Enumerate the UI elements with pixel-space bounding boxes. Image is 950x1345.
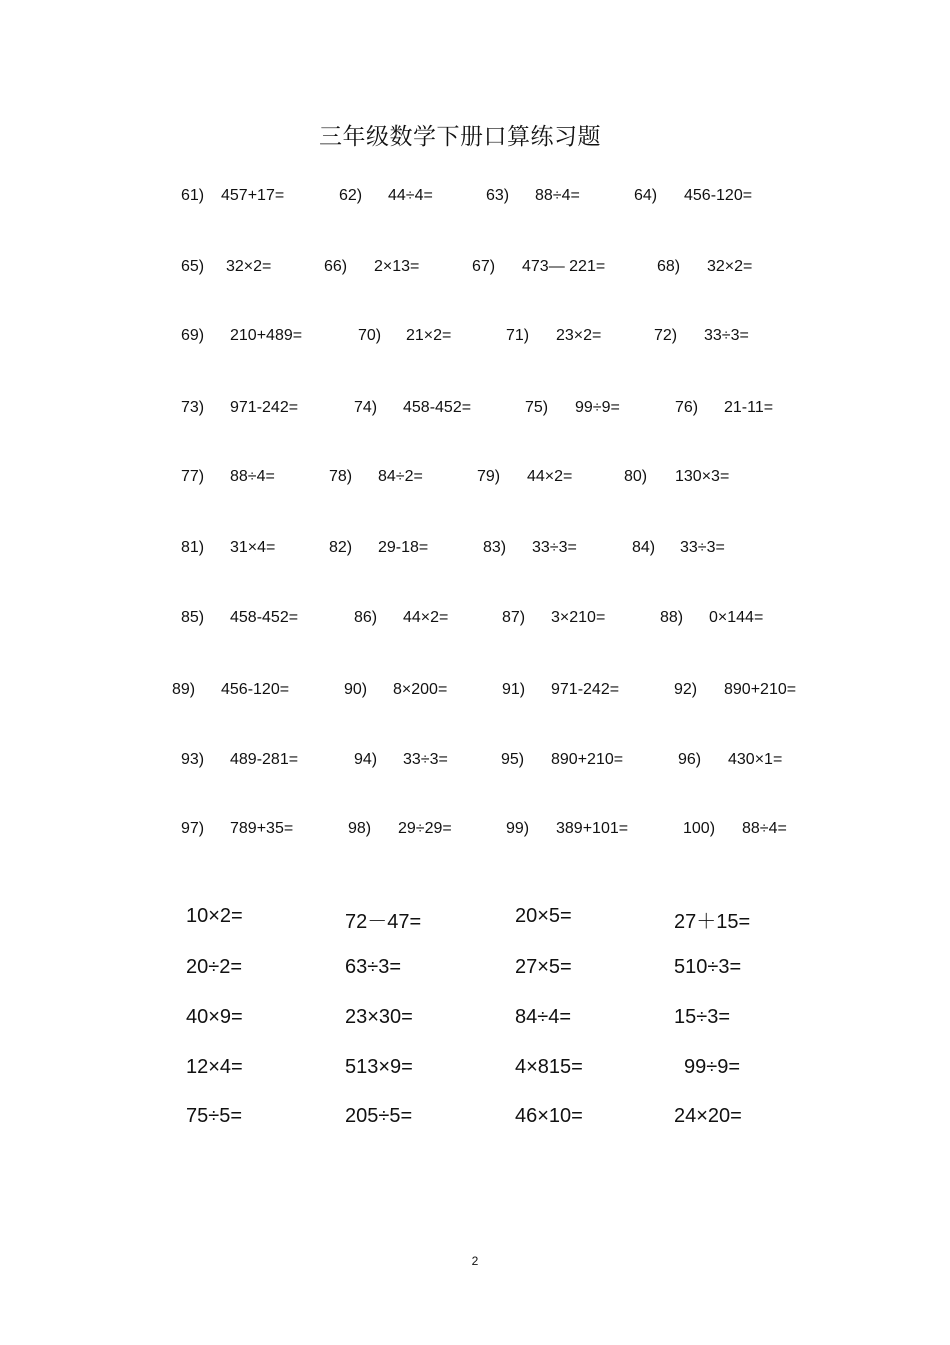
problem-number: 66) bbox=[324, 258, 348, 275]
problem-number: 69) bbox=[181, 327, 205, 344]
problem-number: 98) bbox=[348, 820, 372, 837]
problem-item bbox=[344, 681, 447, 699]
grid-row bbox=[0, 956, 950, 984]
problem-row bbox=[0, 820, 950, 844]
problem-expression: 88÷4= bbox=[535, 187, 580, 204]
problem-item bbox=[181, 609, 298, 627]
problem-item bbox=[675, 399, 773, 417]
problem-expression: 88÷4= bbox=[230, 468, 275, 485]
grid-row bbox=[0, 1056, 950, 1084]
problem-expression: 890+210= bbox=[551, 751, 624, 768]
problem-expression: 457+17= bbox=[221, 187, 285, 204]
grid-problem: 10×2= bbox=[186, 905, 243, 927]
problem-number: 96) bbox=[678, 751, 702, 768]
problem-expression: 389+101= bbox=[556, 820, 629, 837]
problem-item bbox=[181, 187, 284, 205]
problem-number: 61) bbox=[181, 187, 205, 204]
problem-expression: 33÷3= bbox=[680, 539, 725, 556]
problem-number: 63) bbox=[486, 187, 510, 204]
problem-number: 68) bbox=[657, 258, 681, 275]
grid-row bbox=[0, 1105, 950, 1133]
problem-expression: 44÷4= bbox=[388, 187, 433, 204]
problem-expression: 29÷29= bbox=[398, 820, 452, 837]
grid-problem: 27＋15= bbox=[674, 911, 751, 933]
problem-item bbox=[329, 539, 428, 557]
problem-expression: 2×13= bbox=[374, 258, 420, 275]
problem-item bbox=[657, 258, 752, 276]
problem-expression: 0×144= bbox=[709, 609, 764, 626]
problem-row bbox=[0, 258, 950, 282]
problem-expression: 88÷4= bbox=[742, 820, 787, 837]
problem-number: 85) bbox=[181, 609, 205, 626]
problem-number: 86) bbox=[354, 609, 378, 626]
problem-item bbox=[654, 327, 749, 345]
problem-row bbox=[0, 399, 950, 423]
grid-problem: 99÷9= bbox=[684, 1056, 741, 1078]
problem-number: 91) bbox=[502, 681, 526, 698]
problem-expression: 210+489= bbox=[230, 327, 303, 344]
problem-item bbox=[502, 681, 619, 699]
problem-row bbox=[0, 751, 950, 775]
problem-number: 88) bbox=[660, 609, 684, 626]
problem-number: 84) bbox=[632, 539, 656, 556]
problem-expression: 789+35= bbox=[230, 820, 294, 837]
problem-expression: 33÷3= bbox=[704, 327, 749, 344]
problem-number: 80) bbox=[624, 468, 648, 485]
problem-number: 79) bbox=[477, 468, 501, 485]
problem-item bbox=[525, 399, 620, 417]
problem-expression: 456-120= bbox=[221, 681, 290, 698]
problem-row bbox=[0, 327, 950, 351]
grid-problem: 46×10= bbox=[515, 1105, 583, 1127]
problem-expression: 33÷3= bbox=[532, 539, 577, 556]
grid-problem: 27×5= bbox=[515, 956, 572, 978]
problem-item bbox=[354, 751, 448, 769]
problem-item bbox=[329, 468, 423, 486]
problem-expression: 456-120= bbox=[684, 187, 753, 204]
problem-number: 70) bbox=[358, 327, 382, 344]
problem-item bbox=[486, 187, 580, 205]
grid-problem: 12×4= bbox=[186, 1056, 243, 1078]
problem-number: 65) bbox=[181, 258, 205, 275]
problem-item bbox=[678, 751, 782, 769]
problem-number: 76) bbox=[675, 399, 699, 416]
problem-number: 78) bbox=[329, 468, 353, 485]
problem-number: 64) bbox=[634, 187, 658, 204]
problem-expression: 44×2= bbox=[403, 609, 449, 626]
problem-number: 73) bbox=[181, 399, 205, 416]
problem-item bbox=[472, 258, 605, 276]
problem-number: 90) bbox=[344, 681, 368, 698]
grid-problem: 205÷5= bbox=[345, 1105, 413, 1127]
problem-number: 92) bbox=[674, 681, 698, 698]
problem-expression: 458-452= bbox=[403, 399, 472, 416]
problem-item bbox=[632, 539, 725, 557]
problem-expression: 84÷2= bbox=[378, 468, 423, 485]
problem-item bbox=[181, 399, 298, 417]
problem-expression: 130×3= bbox=[675, 468, 730, 485]
problem-number: 71) bbox=[506, 327, 530, 344]
grid-problem: 4×815= bbox=[515, 1056, 583, 1078]
problem-item bbox=[181, 751, 298, 769]
grid-problem: 24×20= bbox=[674, 1105, 742, 1127]
problem-number: 89) bbox=[172, 681, 196, 698]
grid-problem: 63÷3= bbox=[345, 956, 402, 978]
problem-expression: 890+210= bbox=[724, 681, 797, 698]
problem-item bbox=[324, 258, 419, 276]
problem-item bbox=[624, 468, 729, 486]
grid-problem: 20÷2= bbox=[186, 956, 243, 978]
grid-problem: 15÷3= bbox=[674, 1006, 731, 1028]
grid-problem: 510÷3= bbox=[674, 956, 742, 978]
problem-item bbox=[358, 327, 451, 345]
grid-row bbox=[0, 905, 950, 933]
problem-expression: 99÷9= bbox=[575, 399, 620, 416]
problem-expression: 3×210= bbox=[551, 609, 606, 626]
grid-problem: 513×9= bbox=[345, 1056, 413, 1078]
problem-number: 94) bbox=[354, 751, 378, 768]
problem-number: 83) bbox=[483, 539, 507, 556]
problem-expression: 29-18= bbox=[378, 539, 429, 556]
grid-problem: 23×30= bbox=[345, 1006, 413, 1028]
problem-number: 67) bbox=[472, 258, 496, 275]
problem-number: 77) bbox=[181, 468, 205, 485]
grid-problem: 84÷4= bbox=[515, 1006, 572, 1028]
page-title: 三年级数学下册口算练习题 bbox=[319, 124, 601, 150]
grid-row bbox=[0, 1006, 950, 1034]
problem-expression: 8×200= bbox=[393, 681, 448, 698]
problem-item bbox=[506, 327, 601, 345]
problem-number: 62) bbox=[339, 187, 363, 204]
grid-problem: 72－47= bbox=[345, 911, 422, 933]
problem-expression: 430×1= bbox=[728, 751, 783, 768]
problem-item bbox=[354, 399, 471, 417]
problem-number: 72) bbox=[654, 327, 678, 344]
problem-number: 81) bbox=[181, 539, 205, 556]
problem-number: 100) bbox=[683, 820, 716, 837]
problem-item bbox=[348, 820, 452, 838]
problem-expression: 31×4= bbox=[230, 539, 276, 556]
problem-expression: 33÷3= bbox=[403, 751, 448, 768]
problem-number: 74) bbox=[354, 399, 378, 416]
problem-number: 95) bbox=[501, 751, 525, 768]
problem-item bbox=[502, 609, 605, 627]
problem-item bbox=[683, 820, 787, 838]
problem-item bbox=[506, 820, 628, 838]
problem-number: 82) bbox=[329, 539, 353, 556]
problem-item bbox=[674, 681, 796, 699]
problem-expression: 971-242= bbox=[230, 399, 299, 416]
problem-number: 97) bbox=[181, 820, 205, 837]
problem-expression: 21×2= bbox=[406, 327, 452, 344]
problem-item bbox=[181, 327, 302, 345]
problem-item bbox=[339, 187, 433, 205]
problem-item bbox=[501, 751, 623, 769]
grid-problem: 40×9= bbox=[186, 1006, 243, 1028]
problem-expression: 458-452= bbox=[230, 609, 299, 626]
page-number: 2 bbox=[471, 1254, 479, 1268]
problem-item bbox=[483, 539, 577, 557]
problem-number: 87) bbox=[502, 609, 526, 626]
problem-row bbox=[0, 187, 950, 211]
grid-problem: 20×5= bbox=[515, 905, 572, 927]
problem-item bbox=[181, 820, 293, 838]
problem-row bbox=[0, 468, 950, 492]
problem-item bbox=[181, 468, 275, 486]
problem-row bbox=[0, 681, 950, 705]
problem-expression: 473— 221= bbox=[522, 258, 606, 275]
problem-number: 93) bbox=[181, 751, 205, 768]
problem-expression: 23×2= bbox=[556, 327, 602, 344]
problem-row bbox=[0, 609, 950, 633]
problem-expression: 32×2= bbox=[226, 258, 272, 275]
grid-problem: 75÷5= bbox=[186, 1105, 243, 1127]
problem-item bbox=[181, 539, 275, 557]
problem-number: 75) bbox=[525, 399, 549, 416]
problem-item bbox=[477, 468, 572, 486]
problem-expression: 44×2= bbox=[527, 468, 573, 485]
problem-number: 99) bbox=[506, 820, 530, 837]
problem-item bbox=[660, 609, 763, 627]
problem-expression: 971-242= bbox=[551, 681, 620, 698]
problem-row bbox=[0, 539, 950, 563]
problem-expression: 32×2= bbox=[707, 258, 753, 275]
problem-item bbox=[172, 681, 289, 699]
problem-item bbox=[634, 187, 752, 205]
problem-expression: 21-11= bbox=[724, 399, 774, 416]
problem-item bbox=[354, 609, 448, 627]
problem-item bbox=[181, 258, 271, 276]
problem-expression: 489-281= bbox=[230, 751, 299, 768]
